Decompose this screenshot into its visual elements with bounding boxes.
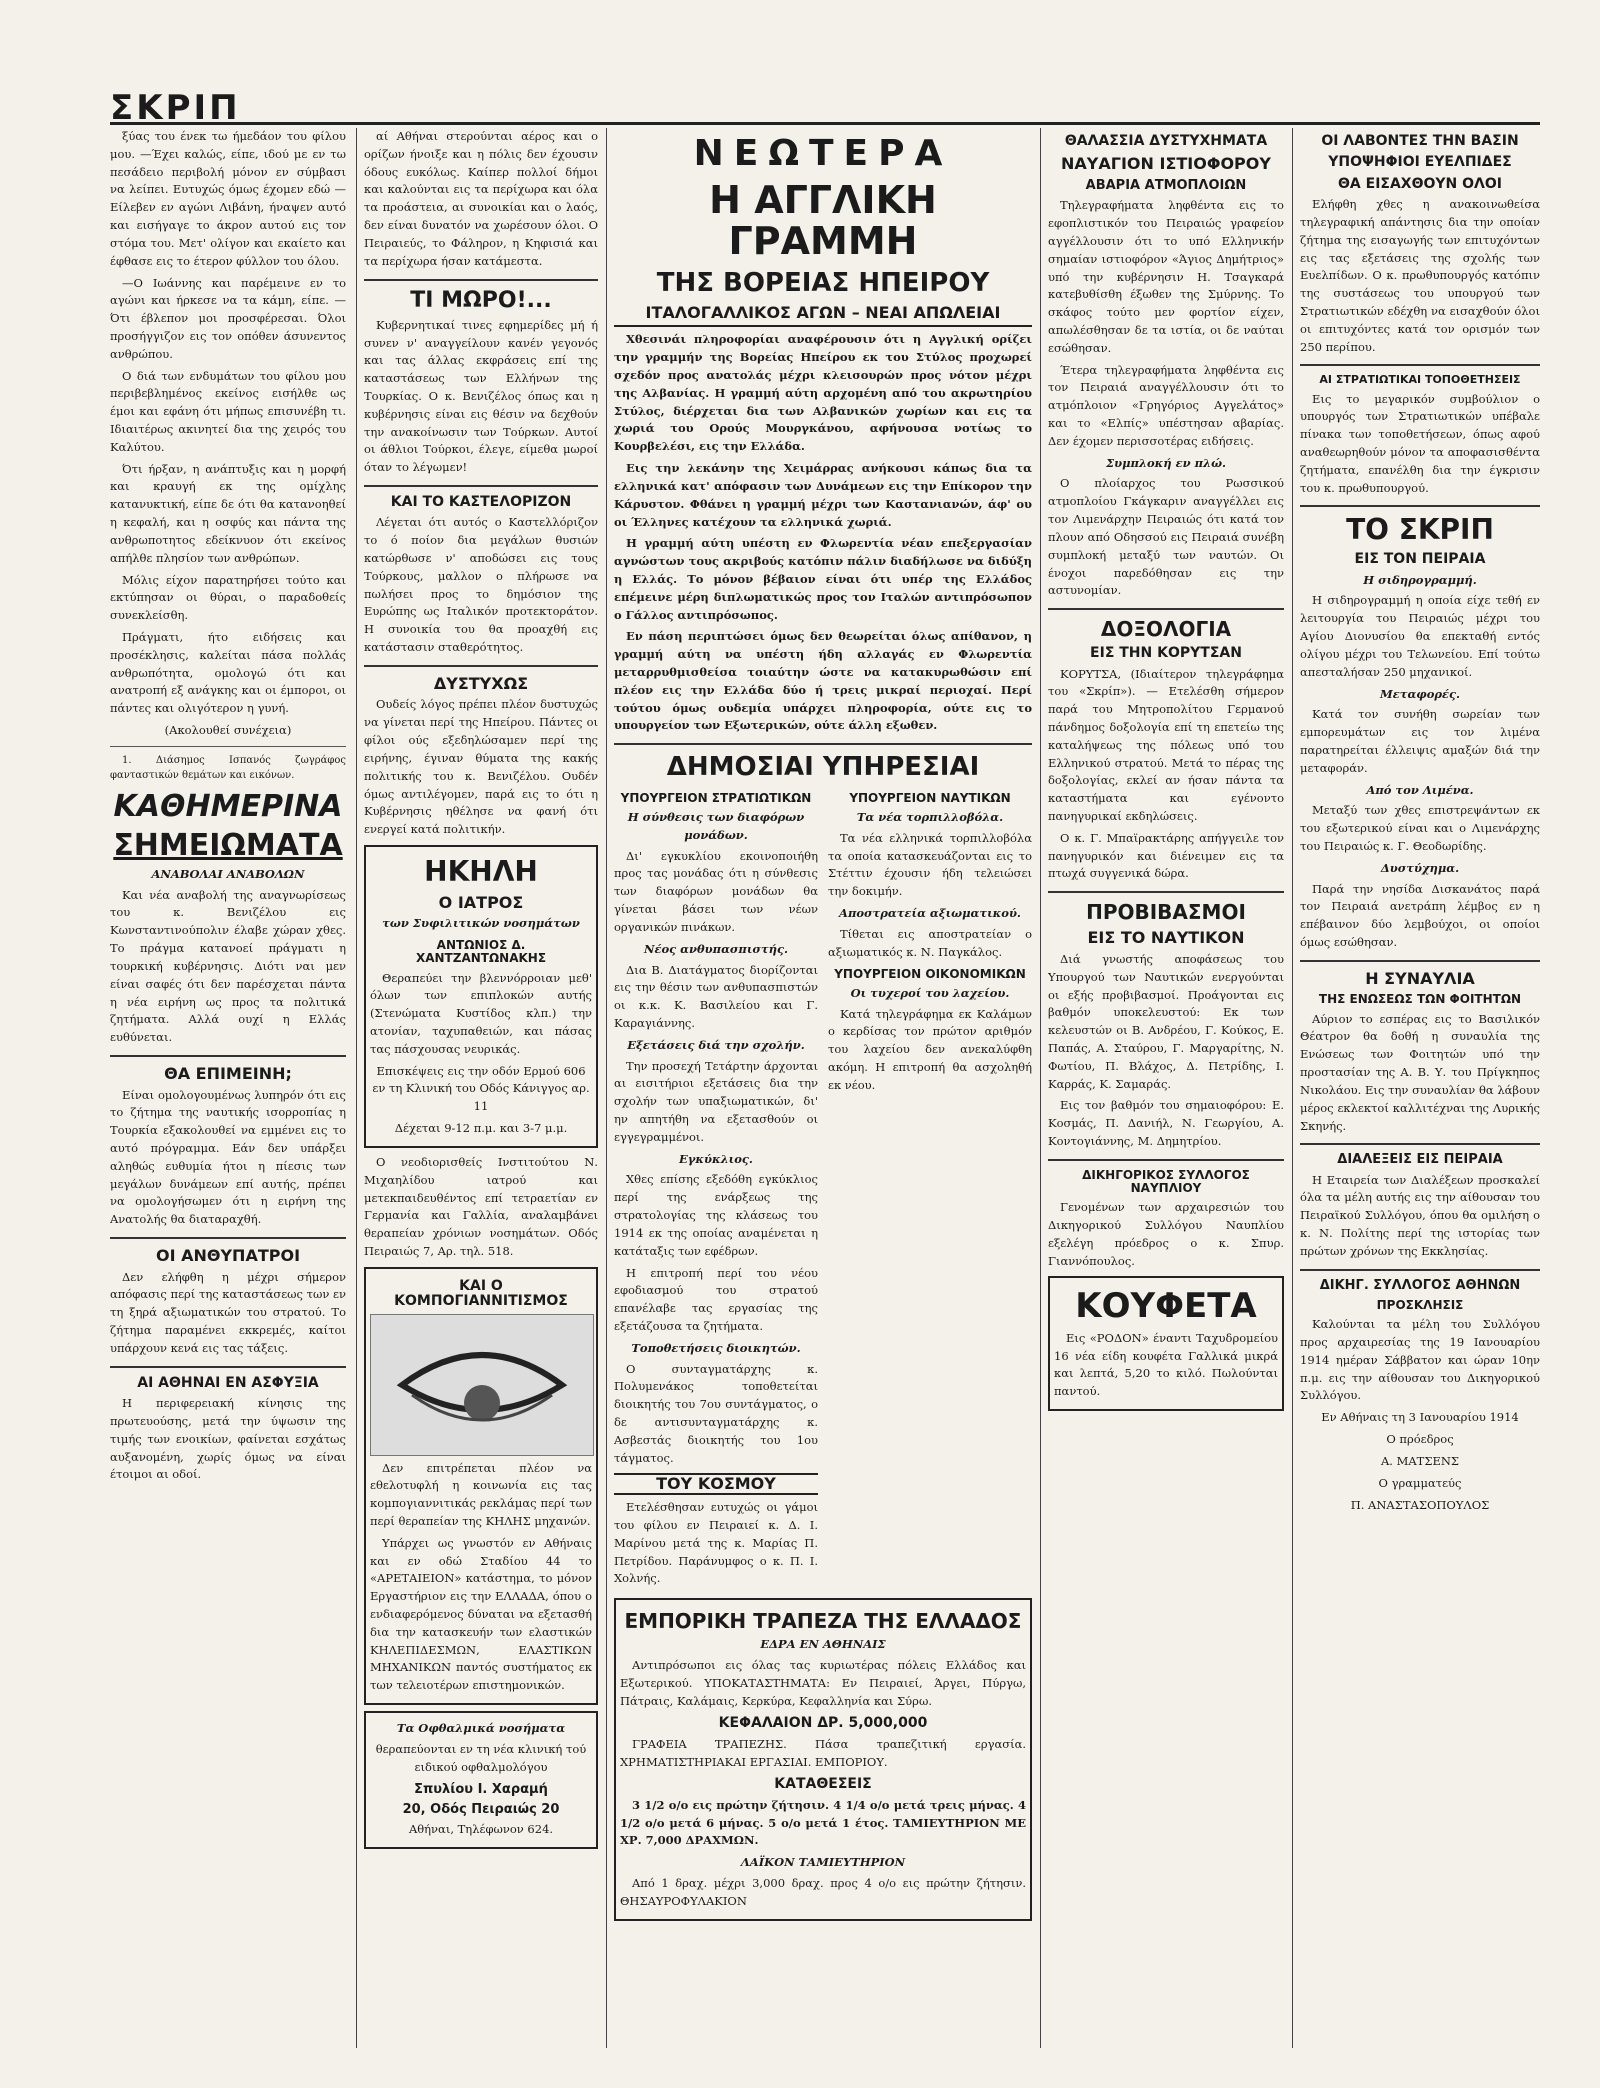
story-text: Η σιδηρογραμμή η οποία είχε τεθή εν λειτουργία του Πειραιώς μέχρι του Αγίου Διονυσίου θα επεκταθή εντός ολίγου μέχρι του Τελωνείου. Επί τούτω απεσταλήσαν 250 μηχανικοί. — [1300, 593, 1540, 679]
savings-title: ΛΑΪΚΟΝ ΤΑΜΙΕΥΤΗΡΙΟΝ — [740, 1855, 906, 1870]
story-text: Η γραμμή αύτη υπέστη εν Φλωρεντία νέαν επεξεργασίαν αγνώστων τους ακριβούς κατόπιν πάλιν διαδήλωσε να διδύξη η Ελλάς. Το μόνον βέβαιον είναι ότι υπέρ της Ελλάδος επέμεινε μέρη διπλωματικώς προς τον Ιταλών αντιπρόσωπον ο Γάλλος αντιπρόσωπος. — [614, 536, 1032, 622]
story-text: Εις τον βαθμόν του σημαιοφόρου: Ε. Κοσμάς, Π. Δανιήλ, Ν. Γεωργίου, Α. Κοντογιάννης, Μ. Δημητρίου. — [1048, 1098, 1284, 1149]
story-text: Είναι ομολογουμένως λυπηρόν ότι εις το ζήτημα της ναυτικής ισορροπίας η Τουρκία εξακολουθεί να εμμένει εις το αυτό πρόγραμμα. Εάν δεν υπάρξει αληθώς ευθυμία ήτοι η πίεσις των μεγάλων δυνάμεων επί αυτής, πρέπει να ομολογήσωμεν ότι η ειρήνη της Ανατολής θα διαταραχθή. — [110, 1087, 346, 1227]
item-title: Αποστρατεία αξιωματικού. — [839, 906, 1021, 921]
section-title: ΤΟΥ ΚΟΣΜΟΥ — [614, 1473, 818, 1495]
column-3 — [614, 128, 1032, 2048]
story-text: Μόλις είχον παρατηρήσει τούτο και εκτύπησαν οι θύραι, ο παραδοθείς συνεκλείσθη. — [110, 572, 346, 623]
divider — [1048, 891, 1284, 893]
bank-subtitle: ΕΔΡΑ ΕΝ ΑΘΗΝΑΙΣ — [760, 1637, 886, 1652]
column-rule — [356, 128, 357, 2048]
story-text: Ουδείς λόγος πρέπει πλέον δυστυχώς να γίνεται περί της Ηπείρου. Πάντες οι φίλοι ούς εξεδηλώσαμεν περί της ειρήνης, έγιναν θύματα της κακής πολιτικής του κ. Βενιζέλου. Ουδέν όμως αντιλέγομεν, παρά εις το ότι η Κυβέρνησις ηθέλησε να φανή ότι ενεργεί κατά πολιτικήν. — [364, 697, 598, 837]
headline-sub: ΠΡΟΣΚΛΗΣΙΣ — [1376, 1298, 1464, 1313]
ministry-title: ΥΠΟΥΡΓΕΙΟΝ ΣΤΡΑΤΙΩΤΙΚΩΝ — [620, 790, 812, 805]
bank-text: Αντιπρόσωποι εις όλας τας κυριωτέρας πόλεις Ελλάδος και Εξωτερικού. ΥΠΟΚΑΤΑΣΤΗΜΑΤΑ: Εν Πειραιεί, Άργει, Πύργω, Πάτραις, Καλάμαις, Κερκύρα, Κεφαλληνία και Σύρω. — [620, 1657, 1026, 1708]
divider — [614, 743, 1032, 745]
item-title: Εξετάσεις διά την σχολήν. — [627, 1037, 805, 1052]
ad-address: Επισκέψεις εις την οδόν Ερμού 606 εν τη Κλινική του Οδός Κάνιγγος αρ. 11 — [372, 1063, 590, 1114]
headline: ΑΙ ΑΘΗΝΑΙ ΕΝ ΑΣΦΥΞΙΑ — [137, 1374, 319, 1391]
column-rule — [1040, 128, 1041, 2048]
headline: ΥΠΟΨΗΦΙΟΙ ΕΥΕΛΠΙΔΕΣ — [1328, 154, 1512, 171]
story-text: Γενομένων των αρχαιρεσιών του Δικηγορικού Συλλόγου Ναυπλίου εξελέγη πρόεδρος ο κ. Σπυρ. Γιαννόπουλος. — [1048, 1200, 1284, 1268]
headline: ΔΥΣΤΥΧΩΣ — [433, 673, 529, 693]
signatory-role: Ο πρόεδρος — [1386, 1432, 1454, 1447]
headline: Η ΣΥΝΑΥΛΙΑ — [1365, 968, 1475, 988]
column-5 — [1300, 128, 1540, 2048]
ad-title: ΚΑΙ Ο ΚΟΜΠΟΓΙΑΝΝΙΤΙΣΜΟΣ — [394, 1277, 568, 1310]
headline: ΑΙ ΣΤΡΑΤΙΩΤΙΚΑΙ ΤΟΠΟΘΕΤΗΣΕΙΣ — [1319, 373, 1521, 387]
column-rule — [606, 128, 607, 2048]
headline: ΔΙΑΛΕΞΕΙΣ ΕΙΣ ΠΕΙΡΑΙΑ — [1337, 1152, 1503, 1168]
public-services-left — [614, 786, 818, 1592]
item-text: Δι' εγκυκλίου εκοινοποιήθη προς τας μονάδας ότι η σύνθεσις των διαφόρων μονάδων θα γίνεται βάσει των νέων οργανικών πινάκων. — [614, 848, 818, 934]
notice-date: Εν Αθήναις τη 3 Ιανουαρίου 1914 — [1321, 1410, 1519, 1425]
section-subtitle: ΕΙΣ ΤΟΝ ΠΕΙΡΑΙΑ — [1354, 551, 1486, 568]
column-rule — [1292, 128, 1293, 2048]
divider — [1300, 1143, 1540, 1145]
ad-koufeta — [1048, 1276, 1284, 1411]
item-title: Από τον Λιμένα. — [1366, 782, 1474, 797]
item-text: Δια Β. Διατάγματος διορίζονται εις την θέσιν των ανθυπασπιστών οι κ.κ. Κ. Βασιλείου και Γ. Καραγιάννης. — [614, 962, 818, 1030]
story-text: Τηλεγραφήματα ληφθέντα εις το εφοπλιστικόν του Πειραιώς γραφείον αγγέλλουσιν ότι το υπό Ελληνικήν σημαίαν ιστιοφόρον «Άγιος Δημήτριος» υπό την κυβέρνησιν Η. Τσαγκαρά κατεβυθίσθη έξωθεν της Σμύρνης. Το σκάφος τούτο μεν φορτίον είχεν, απωλέσθησαν δε τα ιστία, οι δε ναύται εσώθησαν. — [1048, 198, 1284, 355]
story-text: Ο κ. Γ. Μπαϊρακτάρης απήγγειλε τον πανηγυρικόν και διένειμεν εις τα πτωχά συγγενικά δώρα. — [1048, 830, 1284, 881]
item-text: Κατά τηλεγράφημα εκ Καλάμων ο κερδίσας τον πρώτον αριθμόν του λαχείου δεν ανεκαλύφθη ακόμη. Η επιτροπή θα ασχοληθή εκ νέου. — [828, 1006, 1032, 1092]
ad-text: Εις «ΡΟΔΟΝ» έναντι Ταχυδρομείου 16 νέα είδη κουφέτα Γαλλικά μικρά και λεπτά, 5,20 το κιλό. Πωλούνται παντού. — [1054, 1330, 1278, 1399]
main-headline: Η ΑΓΓΛΙΚΗ ΓΡΑΜΜΗ — [709, 177, 937, 264]
story-text: Λέγεται ότι αυτός ο Καστελλόριζον το ό ποίον δια μεγάλων θυσιών κατώρθωσε ν' αποδώσει εις τους Τούρκους, μαλλον ο πλήρωσε να πωλήσει προς το δημόσιον της Ευρώπης ως Ιταλικόν προτεκτοράτον. Η συνοικία του θα προαχθή εις κατάστασιν σταθερότητος. — [364, 515, 598, 655]
story-text: Ο πλοίαρχος του Ρωσσικού ατμοπλοίου Γκάγκαριν αναγγέλλει εις τον Λιμενάρχην Πειραιώς ότι κατά τον πλουν από Οδησσού εις Πειραιά συνέβη συμπλοκή μεταξύ των ναυτών. Οι ένοχοι παρεδόθησαν εις την αστυνομίαν. — [1048, 476, 1284, 598]
story-text: Εν πάση περιπτώσει όμως δεν θεωρείται όλως απίθανον, η γραμμή αύτη να υπέστη ήδη αλλαγάς εν Φλωρεντία μεταρρυθμισθείσα τοιαύτην ώστε να κατακυρωθώσιν επί πλέον εις την Ελλάδα δύο ή τρεις μικραί περιοχαί. Περί τούτου όμως ουδεμία υπάρχει πληροφορία, ούτε εις το υπουργείον των Εξωτερικών, ούτε άλλη εξωθεν. — [614, 629, 1032, 733]
item-title: Η σιδηρογραμμή. — [1363, 572, 1477, 587]
ministry-title: ΥΠΟΥΡΓΕΙΟΝ ΝΑΥΤΙΚΩΝ — [849, 790, 1011, 805]
ad-bank — [614, 1598, 1032, 1921]
item-title: Συμπλοκή εν πλώ. — [1105, 455, 1227, 470]
ad-doctor — [364, 845, 598, 1148]
section-subtitle: ΑΝΑΒΟΛΑΙ ΑΝΑΒΟΛΩΝ — [151, 866, 305, 881]
ad-text: θεραπεύονται εν τη νέα κλινική τού ειδικού οφθαλμολόγου — [375, 1741, 587, 1774]
truss-icon — [382, 1325, 582, 1445]
item-text: Την προσεχή Τετάρτην άρχονται αι εισιτήριοι εξετάσεις δια την σχολήν των υπαξιωματικών, δι' ην απητήθη να εξετασθούν οι εγγεγραμμένοι. — [614, 1058, 818, 1144]
story-text: ΚΟΡΥΤΣΑ, (Ιδιαίτερον τηλεγράφημα του «Σκρίπ»). — Ετελέσθη σήμερον παρά του Μητροπολίτου Γερμανού πάνδημος δοξολογία επί τη επετείω της καταλήψεως της πόλεως υπό του Ελληνικού στρατού. Μετά το πέρας της δοξολογίας, εκλεί αν ήσαν πάντα τα καταστήματα και εγένοντο πανηγυρικαί εκδηλώσεις. — [1048, 666, 1284, 824]
story-text: Ότι ήρξαν, η ανάπτυξις και η μορφή και κραυγή εκ της ομίχλης κατανυκτική, είπε δε ότι θα κατανοηθεί η κεφαλή, και η οσφύς και πάντα της ανθρωποτητος εδείκνυον ότι εκείνος απήλθε πλησίον των ανθρώπων. — [110, 461, 346, 565]
divider — [1300, 364, 1540, 366]
deposits-text: 3 1/2 ο/ο εις πρώτην ζήτησιν. 4 1/4 ο/ο μετά τρεις μήνας. 4 1/2 ο/ο μετά 6 μήνας. 5 ο/ο μετά 1 έτος. ΤΑΜΙΕΥΤΗΡΙΟΝ ΜΕ ΧΡ. 7,000 ΔΡΑΧΜΩΝ. — [620, 1797, 1026, 1848]
column-2 — [364, 128, 598, 2048]
ad-eye-clinic — [364, 1711, 598, 1849]
ad-caption: των Συφιλιτικών νοσημάτων — [382, 916, 580, 931]
item-title: Τα νέα τορπιλλοβόλα. — [856, 810, 1004, 825]
item-title: Η σύνθεσις των διαφόρων μονάδων. — [627, 810, 805, 842]
ad-address: 20, Οδός Πειραιώς 20 — [402, 1801, 560, 1817]
section-title: ΚΑΘΗΜΕΡΙΝΑ — [113, 788, 343, 824]
item-title: Μεταφορές. — [1379, 686, 1461, 701]
truss-image — [370, 1314, 594, 1456]
deposits-title: ΚΑΤΑΘΕΣΕΙΣ — [774, 1776, 872, 1793]
story-text: —Ο Ιωάννης και παρέμεινε εν το αγώνι και ήρκεσε να τα κάμη, είπε. —Ότι έβλεπον μοι προσφέρεσαι. Όλοι προσήγγιζον εις τον οπόθεν άσυνεντος ανθρώπου. — [110, 275, 346, 361]
ad-title: ΚΟΥΦΕΤΑ — [1075, 1286, 1257, 1327]
divider — [1300, 505, 1540, 507]
headline-subtitle: ΙΤΑΛΟΓΑΛΛΙΚΟΣ ΑΓΩΝ – ΝΕΑΙ ΑΠΩΛΕΙΑΙ — [614, 304, 1032, 328]
divider — [1048, 1159, 1284, 1161]
public-services-right — [828, 786, 1032, 1592]
divider — [364, 279, 598, 281]
kicker: ΝΕΩΤΕΡΑ — [693, 133, 953, 174]
headline: ΑΒΑΡΙΑ ΑΤΜΟΠΛΟΙΩΝ — [1085, 177, 1247, 193]
story-text: Έτερα τηλεγραφήματα ληφθέντα εις τον Πειραιά αναγγέλλουσιν ότι το ατμόπλοιον «Γρηγόριος Αγγελάτος» και το «Ελπίς» υπέστησαν αβαρίας. Δεν έχομεν περισσοτέρας ειδήσεις. — [1048, 362, 1284, 448]
divider — [1300, 960, 1540, 962]
column-4 — [1048, 128, 1284, 2048]
story-text: Ο διά των ενδυμάτων του φίλου μου περιβεβλημένος εκείνος εισήλθε ως έμοι και εφάνη ότι μήπως επισυνέβη τι. Ιδιαιτέρως ακινητεί δια της χειρός του Καλύτου. — [110, 368, 346, 454]
divider — [110, 1055, 346, 1057]
item-text: Ο συνταγματάρχης κ. Πολυμενάκος τοποθετείται διοικητής του 7ου συντάγματος, ο δε αντισυνταγματάρχης κ. Ασβεστάς διοικητής του 1ου τάγματος. — [614, 1361, 818, 1465]
story-text: Πράγματι, ήτο ειδήσεις και προσέκλησις, καλείται πάσα πολλάς ανθρωπότητα, ομολογώ ότι και ανατροπή εξ ανάγκης και οι έμποροι, οι πάντες και ολιγότερον η γυνή. — [110, 629, 346, 716]
ad-name: Σπυλίου Ι. Χαραμή — [414, 1781, 548, 1797]
ad-text: Θεραπεύει την βλεννόρροιαν μεθ' όλων των επιπλοκών αυτής (Στενώματα Κυστίδος κλπ.) την ατονίαν, ταχυπαθειών, και πάσας τας πάσχουσας νευρικάς. — [370, 970, 592, 1056]
divider — [110, 746, 346, 747]
item-title: Οι τυχεροί του λαχείου. — [850, 985, 1010, 1000]
story-text: Δεν ελήφθη η μέχρι σήμερον απόφασις περί της καταστάσεως των εν τη ξηρά αξιωματικών του στρατού. Το ζήτημα παραμένει εκκρεμές, καίτοι υπάρχουν κενά εις τας τάξεις. — [110, 1269, 346, 1355]
story-text: Εις την λεκάνην της Χειμάρρας ανήκουσι κάπως δια τα ελληνικά κατ' απόφασιν των Δυνάμεων εις την Επίκορον την Κάρυστον. Φθάνει η γραμμή μέχρι των Καστανιανών, άφ' ου οι Έλληνες κατέχουν τα ελληνικά χωριά. — [614, 461, 1032, 529]
item-text: Η επιτροπή περί του νέου εφοδιασμού του στρατού επανέλαβε τας εργασίας της εξετάζουσα τα ζητήματα. — [614, 1265, 818, 1333]
ad-text: Ο νεοδιορισθείς Ινστιτούτου Ν. Μιχαηλίδου ιατρού και μετεκπαιδευθέντος επί τετραετίαν εν Γερμανία και Γαλλία, αναλαμβάνει θεραπείαν χρόνιων νοσημάτων. Οδός Πειραιώς 7, Αρ. τηλ. 518. — [364, 1154, 598, 1258]
story-text: Παρά την νησίδα Δισκανάτος παρά τον Πειραιά ανετράπη λέμβος εν η επέβαινον δύο λεμβούχοι, οι οποίοι όμως εσώθησαν. — [1300, 881, 1540, 950]
headline: ΔΙΚΗΓΟΡΙΚΟΣ ΣΥΛΛΟΓΟΣ ΝΑΥΠΛΙΟΥ — [1082, 1167, 1250, 1196]
story-text: Διά γνωστής αποφάσεως του Υπουργού των Ναυτικών ενεργούνται οι εξής προβιβασμοί. Προάγονται εις βαθμόν υποκελευστού: Εκ των κελευστών οι Β. Ανδρέου, Γ. Κούκος, Ε. Παπάς, Α. Σταύρου, Γ. Μαργαρίτης, Ν. Φωτίου, Π. Βλάχος, Δ. Πετρίδης, Ι. Καρράς, Κ. Σαμαράς. — [1048, 951, 1284, 1091]
headline-sub: ΕΙΣ ΤΟ ΝΑΥΤΙΚΟΝ — [1087, 928, 1245, 948]
ad-title: Τα Οφθαλμικά νοσήματα — [396, 1721, 566, 1736]
headline: ΟΙ ΛΑΒΟΝΤΕΣ ΤΗΝ ΒΑΣΙΝ — [1321, 133, 1519, 149]
main-headline-2: ΤΗΣ ΒΟΡΕΙΑΣ ΗΠΕΙΡΟΥ — [656, 268, 990, 299]
story-text: Η Εταιρεία των Διαλέξεων προσκαλεί όλα τα μέλη αυτής εις την αίθουσαν του Πειραϊκού Συλλόγου, όπου θα ομιλήση ο κ. Ν. Πολίτης περί της ιστορίας των πρώτων χρόνων της Εκκλησίας. — [1300, 1172, 1540, 1258]
headline-sub: ΤΗΣ ΕΝΩΣΕΩΣ ΤΩΝ ΦΟΙΤΗΤΩΝ — [1318, 992, 1522, 1007]
ad-hours: Δέχεται 9-12 π.μ. και 3-7 μ.μ. — [394, 1121, 568, 1136]
headline: ΔΙΚΗΓ. ΣΥΛΛΟΓΟΣ ΑΘΗΝΩΝ — [1319, 1277, 1521, 1293]
divider — [1300, 1269, 1540, 1271]
item-title: Δυστύχημα. — [1380, 860, 1460, 875]
footnote: 1. Διάσημος Ισπανός ζωγράφος φανταστικών θεμάτων και εικόνων. — [110, 754, 346, 782]
signatory-name: Α. ΜΑΤΣΕΝΣ — [1380, 1453, 1460, 1468]
ad-truss — [364, 1267, 598, 1705]
item-text: Τα νέα ελληνικά τορπιλλοβόλα τα οποία κατασκευάζονται εις το Στέττιν έχουσιν ήδη τελειώσει την δοκιμήν. — [828, 830, 1032, 899]
divider — [364, 485, 598, 487]
ad-title: ΗΚΗΛΗ — [424, 854, 538, 888]
headline: ΟΙ ΑΝΘΥΠΑΤΡΟΙ — [155, 1246, 301, 1266]
headline: ΚΑΙ ΤΟ ΚΑΣΤΕΛΟΡΙΖΟΝ — [390, 494, 572, 510]
headline-sub: ΘΑ ΕΙΣΑΧΘΟΥΝ ΟΛΟΙ — [1338, 175, 1502, 192]
public-services — [614, 786, 1032, 1592]
divider — [364, 665, 598, 667]
story-text: Καλούνται τα μέλη του Συλλόγου προς αρχαιρεσίας της 19 Ιανουαρίου 1914 ημέραν Σάββατον και ώραν 10ην π.μ. εις την αίθουσαν του Δικηγορικού Συλλόγου. — [1300, 1317, 1540, 1403]
section-title: ΤΟ ΣΚΡΙΠ — [1346, 513, 1494, 547]
story-text: Η περιφερειακή κίνησις της πρωτευούσης, μετά την ύψωσιν της τιμής των ενοικίων, φαίνεται εσχάτως αυξανομένη, χωρίς όμως να είναι έτοιμοι αι οδοί. — [110, 1396, 346, 1482]
section-title: ΔΗΜΟΣΙΑΙ ΥΠΗΡΕΣΙΑΙ — [666, 752, 980, 783]
headline: ΘΑ ΕΠΙΜΕΙΝΗ; — [164, 1063, 292, 1083]
story-text: Ελήφθη χθες η ανακοινωθείσα τηλεγραφική απάντησις δια την οποίαν ζήτημα της εισαγωγής των επιτυχόντων εις τας εξετάσεις της σχολής των Ευελπίδων. Ο κ. πρωθυπουργός κατόπιν της συστάσεως του υπουργού των Στρατιωτικών εδέχθη να εισαχθούν όλοι οι επιτυχόντες κατά τον ορισμόν των 250 περίπου. — [1300, 197, 1540, 354]
story-text: Και νέα αναβολή της αναγνωρίσεως του κ. Βενιζέλου εις Κωνσταντινούπολιν έλαβε χώραν χθες. Το πράγμα κατανοεί πράγματι η τουρκική κυβέρνησις. Διότι ναι μεν είναι σαφές ότι δεν παρέσχεται πάντα η νέα ειρήνη ως προς τα πολιτικά ζητήματα. Αλλά ουχί η Ελλάς ευθύνεται. — [110, 887, 346, 1045]
story-text: Χθεσινάι πληροφορίαι αναφέρουσιν ότι η Αγγλική ορίζει την γραμμήν της Βορείας Ηπείρου εκ του Στύλος προχωρεί σχεδόν προς ανατολάς μέχρι κλεισουρών προς νότον μέχρι της Αλβανίας. Η γραμμή αύτη αρχομένη από του ακρωτηρίου Στύλος, διέρχεται δια των Αλβανικών χωρίων και εις τα χωριά του Ορούς Μουργκάνου, αφήνουσα νοτίως το Κουρβελέσι, εις την Ελλάδα. — [614, 332, 1032, 454]
item-text: Χθες επίσης εξεδόθη εγκύκλιος περί της ενάρξεως της στρατολογίας της κλάσεως του 1914 εκ της οποίας αναμένεται η κατάταξις των εφέδρων. — [614, 1172, 818, 1258]
signatory-name: Π. ΑΝΑΣΤΑΣΟΠΟΥΛΟΣ — [1350, 1497, 1490, 1512]
bank-title: ΕΜΠΟΡΙΚΗ ΤΡΑΠΕΖΑ ΤΗΣ ΕΛΛΑΔΟΣ — [624, 1609, 1022, 1634]
story-text: Κυβερνητικαί τινες εφημερίδες μή ή συνεν ν' αναγγείλουν κανέν γεγονός και τας άλλας εκφράσεις επί της καταστάσεως των Ελλήνων της Τουρκίας. Ο κ. Βενιζέλος όπως και η κυβέρνησις είναι εις θέσιν να δεχθούν την ανακοίνωσιν των Τούρκων. Αυτοί οι άθλιοι Τούρκοι, έλεγε, είμεθα μωροί όταν το λέγωμεν! — [364, 317, 598, 475]
headline: ΔΟΞΟΛΟΓΙΑ — [1100, 617, 1232, 642]
bank-capital: ΚΕΦΑΛΑΙΟΝ ΔΡ. 5,000,000 — [718, 1715, 928, 1732]
headline-sub: ΕΙΣ ΤΗΝ ΚΟΡΥΤΣΑΝ — [1090, 645, 1242, 662]
item-title: Νέος ανθυπασπιστής. — [644, 941, 788, 956]
newspaper-name: ΣΚΡΙΠ — [110, 88, 241, 128]
continued-note: (Ακολουθεί συνέχεια) — [164, 723, 292, 737]
ad-subtitle: Ο ΙΑΤΡΟΣ — [438, 892, 524, 912]
doctor-name: ΑΝΤΩΝΙΟΣ Δ. ΧΑΝΤΖΑΝΤΩΝΑΚΗΣ — [415, 938, 547, 966]
headline: ΝΑΥΑΓΙΟΝ ΙΣΤΙΟΦΟΡΟΥ — [1061, 154, 1271, 174]
item-title: Εγκύκλιος. — [679, 1151, 753, 1166]
story-text: αί Αθήναι στερούνται αέρος και ο ορίζων ήνοιξε και η πόλις δεν έχουσιν όδους ευκόλως. Καίπερ πολλοί δήμοι και καλούνται εις τα περίχωρα και όλα τα προάστεια, αι συνοικίαι και ο λαός, δεν είναι δυνατόν να χωρέσουν όλοι. Ο Πειραιεύς, το Φάληρον, η Κηφισιά και τα περίχωρα ήσαν κατάμεστα. — [364, 129, 598, 268]
ministry-title: ΥΠΟΥΡΓΕΙΟΝ ΟΙΚΟΝΟΜΙΚΩΝ — [834, 966, 1026, 981]
story-text: Κατά τον συνήθη σωρείαν των εμπορευμάτων εις τον λιμένα παρατηρείται έλλειψις αμαξών διά την μεταφοράν. — [1300, 707, 1540, 775]
headline: ΤΙ ΜΩΡΟ!... — [410, 287, 552, 313]
ad-text: Δεν επιτρέπεται πλέον να εθελοτυφλή η κοινωνία εις τας κομπογιαννιτικάς ρεκλάμας περί των περί θεραπείαν της ΚΗΛΗΣ μηχανών. — [370, 1460, 592, 1528]
story-text: ξύας του ένεκ τω ήμεδάον του φίλου μου. —Έχει καλώς, είπε, ιδού με εν τω πεσάδειο περιβολή μόνον εν σύμβασι να λείπει. Ευτυχώς όμως έχομεν εδώ — Είλεβεν εν αγώνι Λιβάνη, ήναψεν αυτό και εισήγαγε το άκρον αυτού εις τον στόμα του. Μετ' ολίγον και εκαίετο και έφθασε εις το έτερον φύλλον του όλου. — [110, 129, 346, 268]
column-1 — [110, 128, 346, 2048]
story-text: Αύριον το εσπέρας εις το Βασιλικόν Θέατρον θα δοθή η συναυλία της Ενώσεως των Φοιτητών υπό την προστασίαν της Α. Β. Υ. του Πρίγκηπος Νικολάου. Εις την συναυλίαν θα λάβουν μέρος εκλεκτοί καλλιτέχναι της Λυρικής Σκηνής. — [1300, 1011, 1540, 1133]
divider — [110, 1237, 346, 1239]
divider — [1048, 608, 1284, 610]
ad-phone: Αθήναι, Τηλέφωνον 624. — [408, 1822, 554, 1837]
divider — [110, 1366, 346, 1368]
masthead — [110, 88, 1540, 128]
section-title: ΘΑΛΑΣΣΙΑ ΔΥΣΤΥΧΗΜΑΤΑ — [1064, 133, 1268, 149]
item-text: Ετελέσθησαν ευτυχώς οι γάμοι του φίλου εν Πειραιεί κ. Δ. Ι. Μαρίνου μετά της κ. Μαρίας Π. Πετρίδου. Παράνυμφος ο κ. Π. Ι. Χολνής. — [614, 1500, 818, 1586]
headline: ΠΡΟΒΙΒΑΣΜΟΙ — [1086, 900, 1246, 925]
story-text: Μεταξύ των χθες επιστρεψάντων εκ του εξωτερικού είναι και ο Λιμενάρχης του Πειραιώς κ. Γ. Θεοδωρίδης. — [1300, 803, 1540, 854]
section-title: ΣΗΜΕΙΩΜΑΤΑ — [113, 827, 343, 863]
item-title: Τοποθετήσεις διοικητών. — [631, 1340, 801, 1355]
story-text: Εις το μεγαρικόν συμβούλιον ο υπουργός των Στρατιωτικών υπέβαλε πίνακα των τοποθετήσεων, όπως αφού αναθεωρηθούν μόνον τα αποφασισθέντα ζητήματα, επανέλθη δια την έγκρισιν του κ. πρωθυπουργού. — [1300, 391, 1540, 495]
ad-text: Υπάρχει ως γνωστόν εν Αθήναις και εν οδώ Σταδίου 44 το «ΑΡΕΤΑΙΕΙΟΝ» κατάστημα, το μόνον Εργαστήριον εις την ΕΛΛΑΔΑ, όπου ο ενδιαφερόμενος δύναται να εξετασθή δια την κατασκευήν των ελαστικών ΚΗΛΕΠΙΔΕΣΜΩΝ, ΕΛΑΣΤΙΚΩΝ ΜΗΧΑΝΙΚΩΝ παντός συστήματος εκ των τελειοτέρων επιστημονικών. — [370, 1535, 592, 1693]
bank-text: ΓΡΑΦΕΙΑ ΤΡΑΠΕΖΗΣ. Πάσα τραπεζιτική εργασία. ΧΡΗΜΑΤΙΣΤΗΡΙΑΚΑΙ ΕΡΓΑΣΙΑΙ. ΕΜΠΟΡΙΟΥ. — [620, 1736, 1026, 1769]
savings-text: Από 1 δραχ. μέχρι 3,000 δραχ. προς 4 ο/ο εις πρώτην ζήτησιν. ΘΗΣΑΥΡΟΦΥΛΑΚΙΟΝ — [620, 1876, 1026, 1908]
item-text: Τίθεται εις αποστρατείαν ο αξιωματικός κ. Ν. Παγκάλος. — [828, 926, 1032, 959]
signatory-role: Ο γραμματεύς — [1378, 1475, 1462, 1490]
